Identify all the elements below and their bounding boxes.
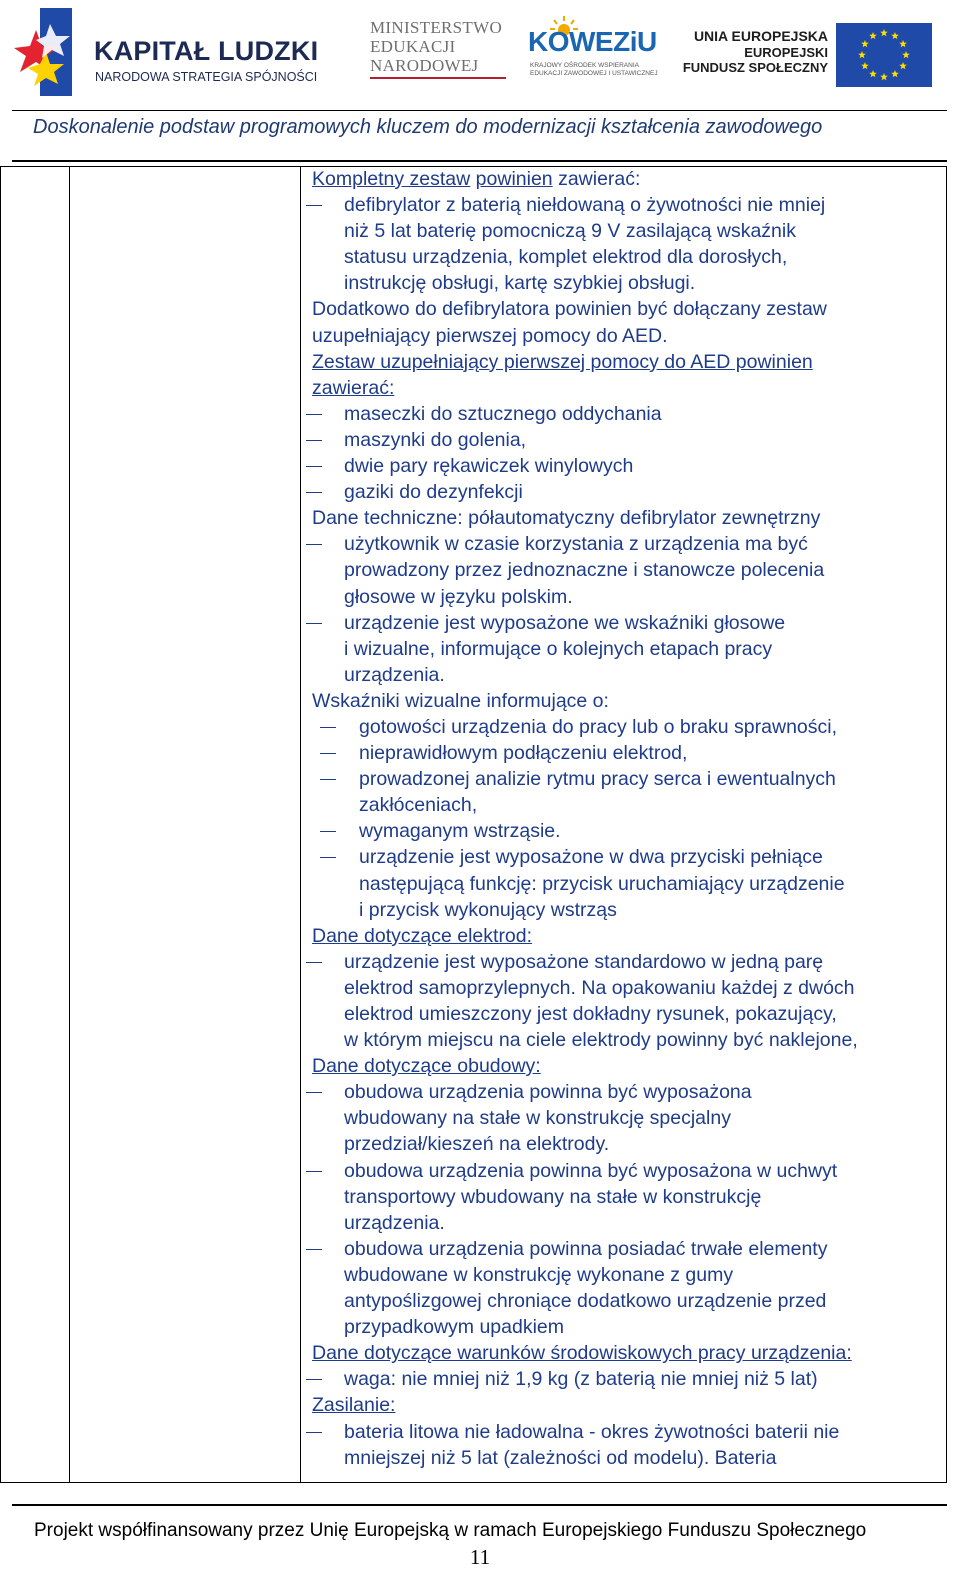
list-item <box>312 1079 944 1105</box>
list-item-continuation <box>312 244 944 270</box>
text-run: nieprawidłowym podłączeniu elektrod, <box>359 742 688 765</box>
text-run: w którym miejscu na ciele elektrody powinny być naklejone, <box>344 1029 858 1052</box>
text-run: zakłóceniach, <box>359 794 478 817</box>
text-run: elektrod samoprzylepnych. Na opakowaniu każdej z dwóch <box>344 976 855 999</box>
paragraph-line <box>312 375 944 401</box>
text-run: gaziki do dezynfekcji <box>344 481 523 504</box>
list-item-continuation <box>312 975 944 1001</box>
list-item-continuation <box>312 270 944 296</box>
list-item-continuation <box>312 1445 944 1471</box>
text-run: prowadzony przez jednoznaczne i stanowcze polecenia <box>344 559 825 582</box>
list-item-continuation <box>312 1262 944 1288</box>
eu-line: FUNDUSZ SPOŁECZNY <box>682 60 828 75</box>
text-run: następującą funkcję: przycisk uruchamiający urządzenie <box>359 872 845 895</box>
list-item-continuation <box>312 1210 944 1236</box>
paragraph-line <box>312 323 944 349</box>
paragraph-line <box>312 166 944 192</box>
text-run: obudowa urządzenia powinna być wyposażona <box>344 1081 752 1104</box>
list-item-continuation <box>312 871 944 897</box>
text-run: powinien <box>475 168 553 190</box>
text-run: urządzenie jest wyposażone standardowo w jedną parę <box>344 950 824 973</box>
koweziu-sub-line: KRAJOWY OŚRODEK WSPIERANIA <box>530 62 639 69</box>
kapital-ludzki-logo <box>10 6 319 102</box>
project-subtitle: Doskonalenie podstaw programowych kluczem do modernizacji kształcenia zawodowego <box>33 116 823 138</box>
star-icon <box>10 6 82 100</box>
paragraph-line <box>312 349 944 375</box>
table-column-divider <box>69 166 70 1483</box>
text-run: Zestaw uzupełniający pierwszej pomocy do AED powinien <box>312 350 813 373</box>
list-item-continuation <box>312 792 944 818</box>
text-run: Kompletny zestaw <box>312 168 471 190</box>
paragraph-line <box>312 296 944 322</box>
paragraph-line <box>312 923 944 949</box>
paragraph-line <box>312 1053 944 1079</box>
text-run: transportowy wbudowany na stałe w konstrukcję <box>344 1185 762 1208</box>
list-item <box>312 818 944 844</box>
text-run: Dane dotyczące elektrod: <box>312 924 533 947</box>
koweziu-subtitle <box>530 62 658 77</box>
list-item <box>312 531 944 557</box>
header-rule-bottom <box>12 160 947 162</box>
list-item <box>312 479 944 505</box>
text-run: przypadkowym upadkiem <box>344 1316 565 1339</box>
header-rule <box>12 110 947 111</box>
text-run: uzupełniający pierwszej pomocy do AED. <box>312 324 668 347</box>
text-run: głosowe w języku polskim. <box>344 585 573 608</box>
page-number: 11 <box>469 1545 491 1569</box>
table-bottom-border <box>0 1482 947 1483</box>
eu-line: UNIA EUROPEJSKA <box>693 28 828 44</box>
eu-logo <box>682 23 950 93</box>
kapital-ludzki-title: KAPITAŁ LUDZKI <box>94 36 319 66</box>
text-run: mniejszej niż 5 lat (zależności od modelu). Bateria <box>344 1446 777 1469</box>
ministry-logo <box>370 18 510 82</box>
paragraph-line <box>312 1392 944 1418</box>
text-run: Dane dotyczące obudowy: <box>312 1055 541 1078</box>
eu-line: EUROPEJSKI <box>744 45 828 60</box>
text-run: dwie pary rękawiczek winylowych <box>344 455 634 478</box>
text-run: Dane dotyczące warunków środowiskowych pracy urządzenia: <box>312 1342 852 1365</box>
text-run: gotowości urządzenia do pracy lub o braku sprawności, <box>359 715 838 738</box>
ministry-line: NARODOWEJ <box>370 56 479 75</box>
list-item-continuation <box>312 557 944 583</box>
text-run: obudowa urządzenia powinna posiadać trwałe elementy <box>344 1237 828 1260</box>
table-right-border <box>946 166 947 1483</box>
table-column-divider <box>300 166 301 1483</box>
footer-text: Projekt współfinansowany przez Unię Europejską w ramach Europejskiego Funduszu Społecznego <box>34 1520 867 1541</box>
list-item-continuation <box>312 218 944 244</box>
text-run: urządzenia. <box>344 1211 445 1234</box>
list-item <box>312 949 944 975</box>
list-item-continuation <box>312 584 944 610</box>
list-item <box>312 740 944 766</box>
text-run: niż 5 lat baterię pomocniczą 9 V zasilającą wskaźnik <box>344 220 796 243</box>
text-run: Dodatkowo do defibrylatora powinien być dołączany zestaw <box>312 298 827 321</box>
list-item <box>312 1236 944 1262</box>
text-run: wymaganym wstrząsie. <box>359 820 561 843</box>
text-run: i wizualne, informujące o kolejnych etapach pracy <box>344 637 773 660</box>
list-item-continuation <box>312 1105 944 1131</box>
list-item-continuation <box>312 1131 944 1157</box>
list-item <box>312 401 944 427</box>
paragraph-line <box>312 505 944 531</box>
ministry-line: EDUKACJI <box>370 37 456 56</box>
list-item-continuation <box>312 636 944 662</box>
footer-rule <box>12 1504 947 1506</box>
text-run: statusu urządzenia, komplet elektrod dla dorosłych, <box>344 246 788 269</box>
text-run: prowadzonej analizie rytmu pracy serca i ewentualnych <box>359 768 836 791</box>
text-run: urządzenie jest wyposażone w dwa przyciski pełniące <box>359 846 823 869</box>
text-run: i przycisk wykonujący wstrząs <box>359 898 617 921</box>
list-item <box>312 1366 944 1392</box>
list-item <box>312 192 944 218</box>
list-item <box>312 766 944 792</box>
list-item <box>312 427 944 453</box>
list-item-continuation <box>312 662 944 688</box>
text-run: defibrylator z baterią niełdowaną o żywotności nie mniej <box>344 194 826 217</box>
text-run: wbudowane w konstrukcję wykonane z gumy <box>344 1263 734 1286</box>
list-item <box>312 844 944 870</box>
paragraph-line <box>312 688 944 714</box>
text-run: maseczki do sztucznego oddychania <box>344 402 662 425</box>
list-item-continuation <box>312 1288 944 1314</box>
text-run: Zasilanie: <box>312 1394 396 1417</box>
text-run: bateria litowa nie ładowalna - okres żywotności baterii nie <box>344 1420 840 1443</box>
ministry-line: MINISTERSTWO <box>370 18 503 37</box>
kapital-ludzki-subtitle: NARODOWA STRATEGIA SPÓJNOŚCI <box>95 70 318 84</box>
text-run: obudowa urządzenia powinna być wyposażona w uchwyt <box>344 1159 838 1182</box>
list-item-continuation <box>312 1314 944 1340</box>
specification-cell <box>312 166 944 1471</box>
list-item <box>312 453 944 479</box>
list-item <box>312 1158 944 1184</box>
table-left-border <box>0 166 1 1483</box>
koweziu-logo <box>528 18 658 82</box>
list-item-continuation <box>312 1027 944 1053</box>
paragraph-line <box>312 1340 944 1366</box>
text-run: zawierać: <box>552 168 641 190</box>
list-item-continuation <box>312 1001 944 1027</box>
text-run: Wskaźniki wizualne informujące o: <box>312 689 609 712</box>
text-run: antypoślizgowej chroniące dodatkowo urządzenie przed <box>344 1290 827 1313</box>
list-item-continuation <box>312 1184 944 1210</box>
ministry-divider <box>370 77 506 79</box>
list-item <box>312 1419 944 1445</box>
text-run: waga: nie mniej niż 1,9 kg (z baterią nie mniej niż 5 lat) <box>344 1368 818 1391</box>
text-run: urządzenie jest wyposażone we wskaźniki głosowe <box>344 611 786 634</box>
text-run: instrukcję obsługi, kartę szybkiej obsługi. <box>344 272 696 295</box>
text-run: przedział/kieszeń na elektrody. <box>344 1133 610 1156</box>
list-item <box>312 610 944 636</box>
eu-flag-icon <box>836 23 932 87</box>
text-run: zawierać: <box>312 376 395 399</box>
text-run: Dane techniczne: półautomatyczny defibrylator zewnętrzny <box>312 507 821 530</box>
list-item-continuation <box>312 897 944 923</box>
koweziu-sub-line: EDUKACJI ZAWODOWEJ I USTAWICZNEJ <box>530 69 658 77</box>
koweziu-name: KOWEZiU <box>528 26 657 57</box>
list-item <box>312 714 944 740</box>
text-run: urządzenia. <box>344 663 445 686</box>
text-run: maszynki do golenia, <box>344 428 527 451</box>
text-run: użytkownik w czasie korzystania z urządzenia ma być <box>344 533 808 556</box>
text-run: elektrod umieszczony jest dokładny rysunek, pokazujący, <box>344 1003 837 1025</box>
text-run: wbudowany na stałe w konstrukcję specjalny <box>344 1107 731 1130</box>
